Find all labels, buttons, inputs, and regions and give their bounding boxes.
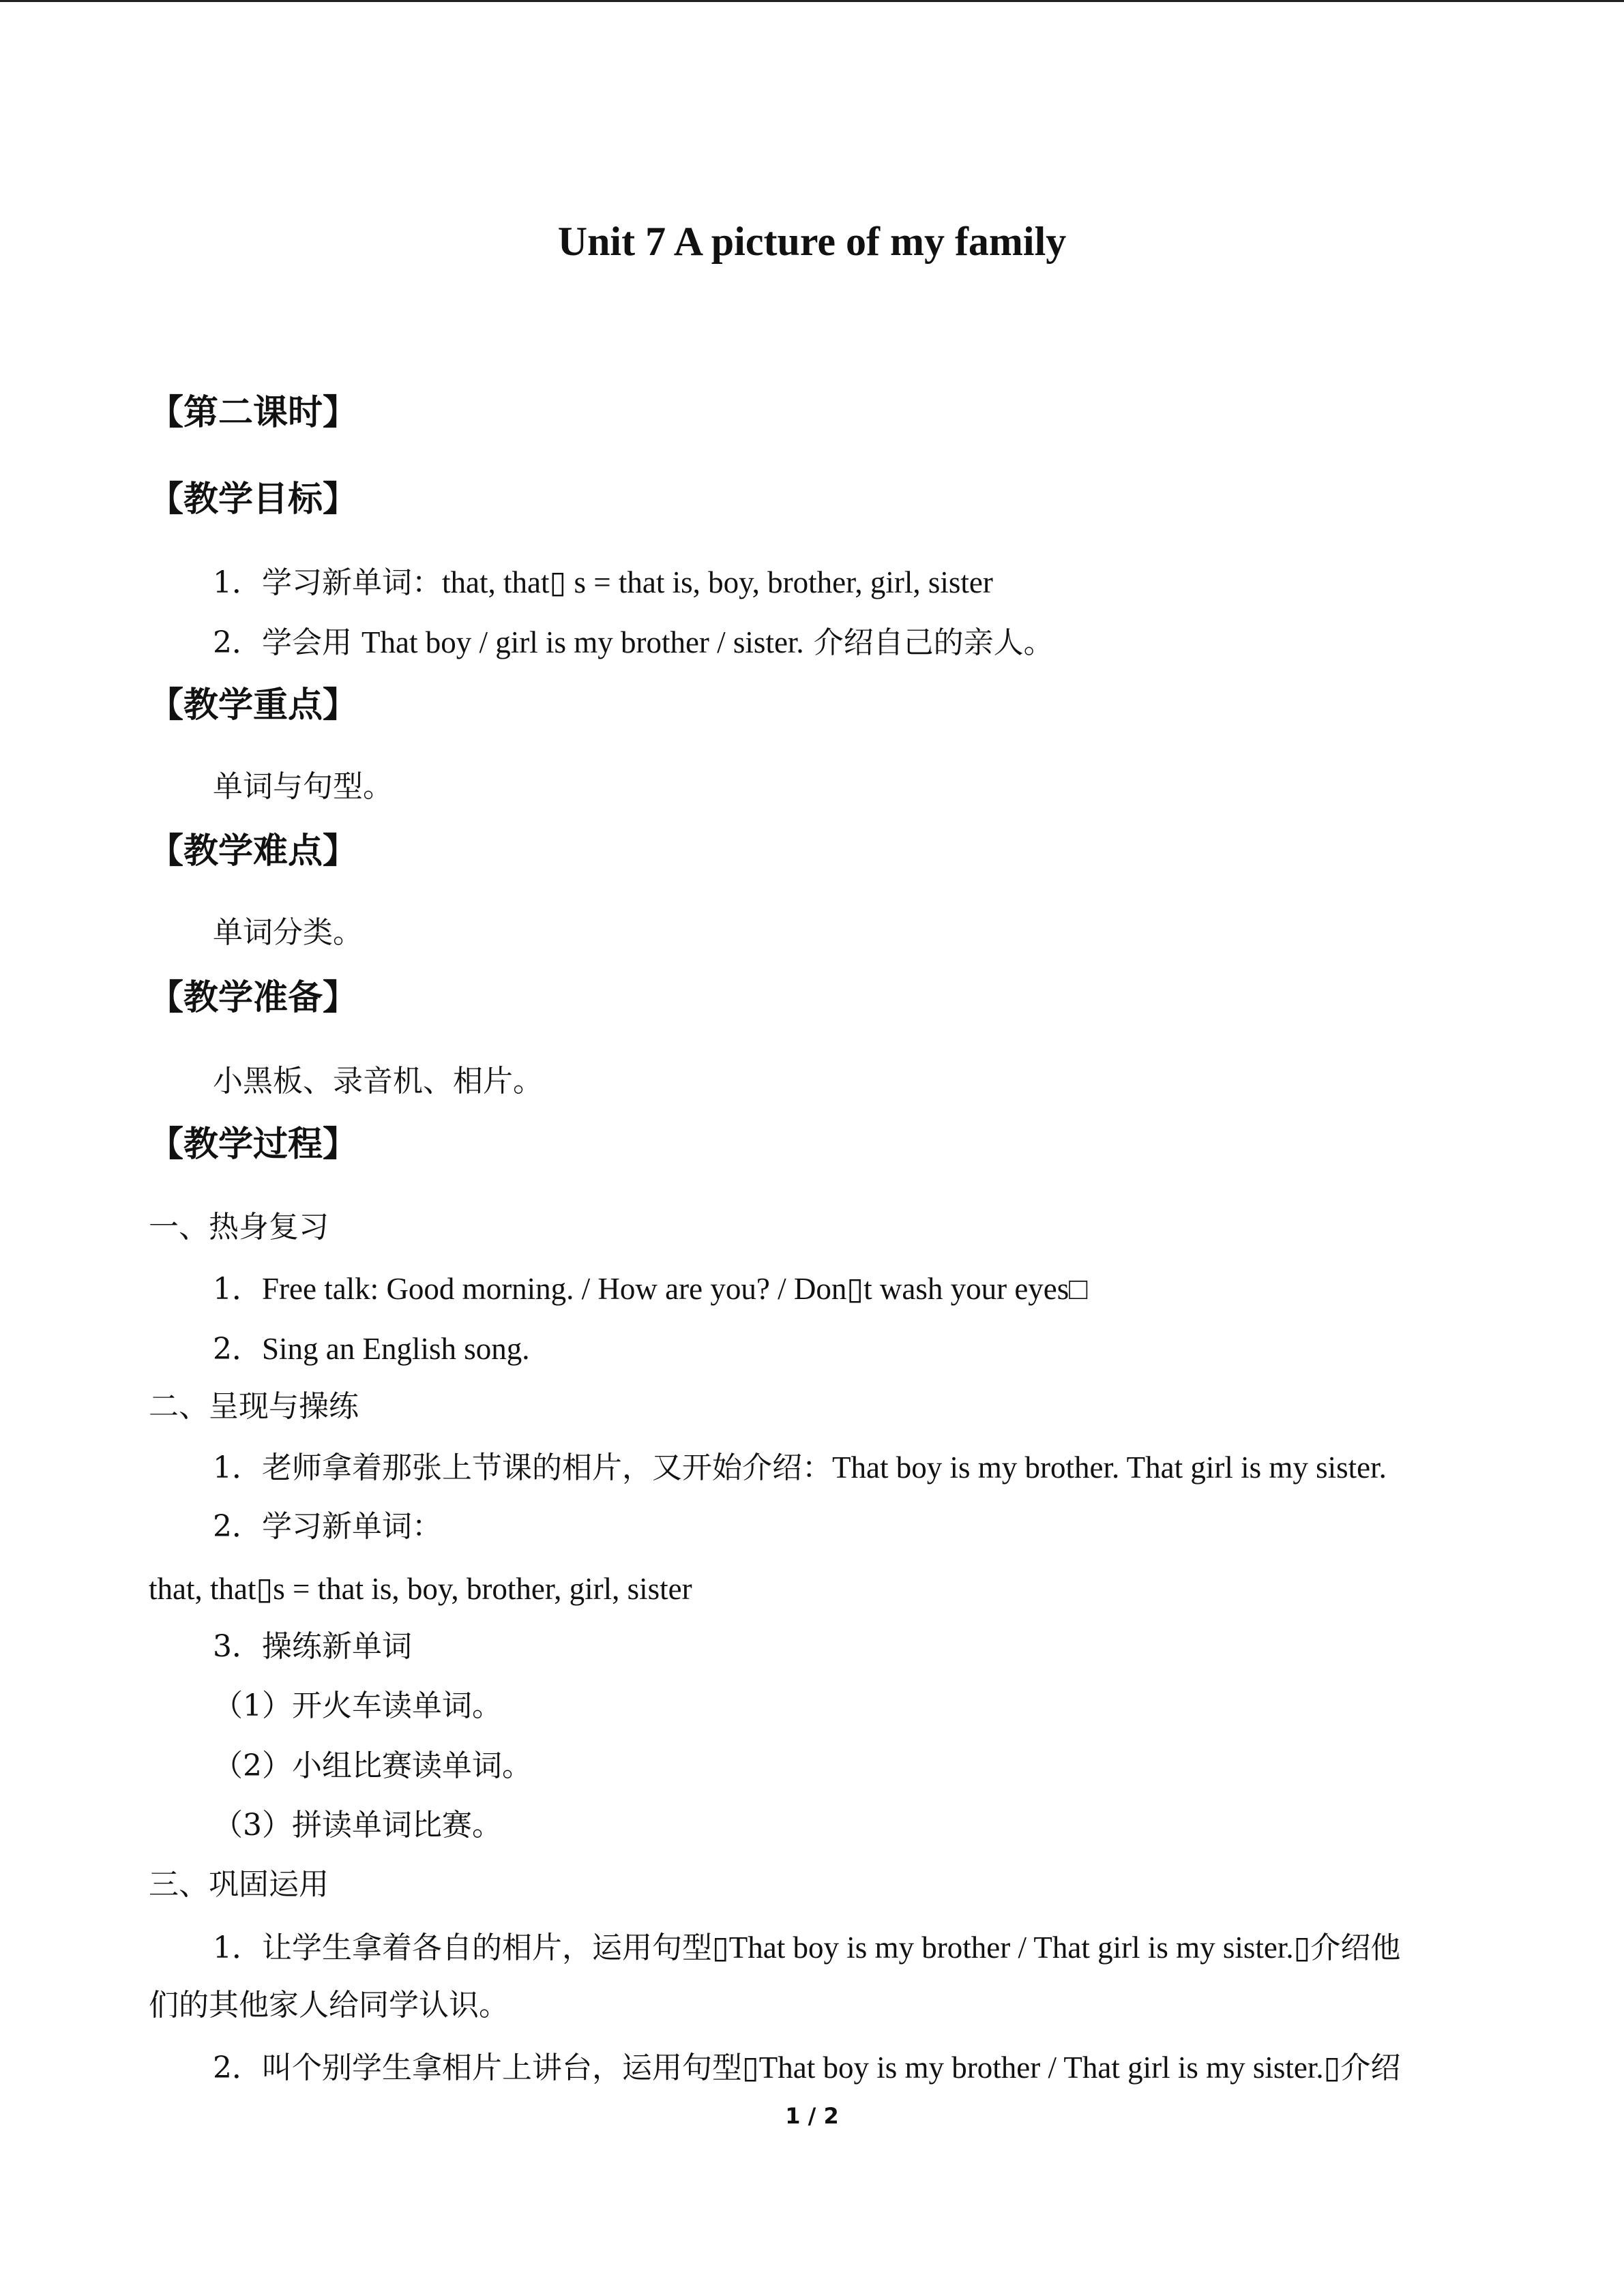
step3-1-chinese-end: 介绍他 <box>1310 1930 1401 1965</box>
heading-preparation: 【教学准备】 <box>149 978 358 1018</box>
step2-3-sub-c: （3）拼读单词比赛。 <box>213 1808 502 1843</box>
goal-2-sentence: That boy / girl is my brother / sister. <box>361 625 804 659</box>
step3-2-sentence: ▯That boy is my brother / That girl is my sister.▯ <box>742 2051 1341 2085</box>
key-points-text: 单词与句型。 <box>213 769 393 804</box>
goal-2-chinese: 学会用 <box>262 625 361 660</box>
step3-2-number: 2． <box>213 2051 262 2085</box>
step1-1-number: 1． <box>213 1272 262 1307</box>
heading-goals: 【教学目标】 <box>149 479 358 520</box>
heading-key-points: 【教学重点】 <box>149 685 358 726</box>
document-title: Unit 7 A picture of my family <box>557 219 1067 264</box>
step2-3-number: 3． <box>213 1629 262 1664</box>
step1-item-1 <box>213 1270 1087 1309</box>
step3-item-1 <box>213 1928 1400 1967</box>
step3-1-chinese: 让学生拿着各自的相片，运用句型 <box>262 1930 712 1965</box>
goal-1-number: 1． <box>213 565 262 600</box>
step3-2-chinese-end: 介绍 <box>1340 2051 1401 2085</box>
step1-2-text: Sing an English song. <box>262 1332 530 1366</box>
new-words-list: that, that▯s = that is, boy, brother, girl, sister <box>149 1572 692 1606</box>
step3-item-2 <box>213 2048 1400 2087</box>
goal-2-chinese-end: 介绍自己的亲人。 <box>803 625 1054 660</box>
step1-title: 一、热身复习 <box>149 1210 329 1244</box>
step2-title: 二、呈现与操练 <box>149 1389 359 1424</box>
step2-3-sub-a: （1）开火车读单词。 <box>213 1688 502 1723</box>
step2-1-chinese: 老师拿着那张上节课的相片，又开始介绍： <box>262 1450 832 1485</box>
preparation-text: 小黑板、录音机、相片。 <box>213 1064 543 1099</box>
heading-process: 【教学过程】 <box>149 1124 358 1165</box>
step2-3-sub-b: （2）小组比赛读单词。 <box>213 1748 532 1783</box>
step3-title: 三、巩固运用 <box>149 1867 329 1902</box>
step2-2-words <box>149 1570 692 1609</box>
step3-1-sentence: ▯That boy is my brother / That girl is my sister.▯ <box>712 1930 1311 1965</box>
goal-1-chinese: 学习新单词： <box>262 565 442 600</box>
step1-1-text: Free talk: Good morning. / How are you? / Don▯t wash your eyes□ <box>262 1272 1088 1306</box>
step2-1-number: 1． <box>213 1450 262 1485</box>
step3-1-number: 1． <box>213 1930 262 1965</box>
step3-1-continuation: 们的其他家人给同学认识。 <box>149 1988 509 2023</box>
page-number: 1 / 2 <box>785 2103 839 2129</box>
goal-1-words: that, that▯ s = that is, boy, brother, girl, sister <box>442 565 993 599</box>
goal-item-1 <box>213 563 993 602</box>
step2-3-chinese: 操练新单词 <box>262 1629 412 1664</box>
heading-difficulties: 【教学难点】 <box>149 831 358 871</box>
goal-item-2 <box>213 623 1054 662</box>
difficulties-text: 单词分类。 <box>213 915 363 950</box>
step1-2-number: 2． <box>213 1332 262 1367</box>
step1-item-2 <box>213 1330 530 1369</box>
step2-item-2 <box>213 1508 442 1546</box>
step2-item-1 <box>213 1448 1387 1487</box>
goal-2-number: 2． <box>213 625 262 660</box>
heading-lesson: 【第二课时】 <box>149 393 358 433</box>
step2-2-chinese: 学习新单词： <box>262 1509 442 1544</box>
step2-2-number: 2． <box>213 1509 262 1544</box>
step2-item-3 <box>213 1628 412 1666</box>
step3-2-chinese: 叫个别学生拿相片上讲台，运用句型 <box>262 2051 742 2085</box>
step2-1-sentence: That boy is my brother. That girl is my sister. <box>832 1450 1387 1485</box>
